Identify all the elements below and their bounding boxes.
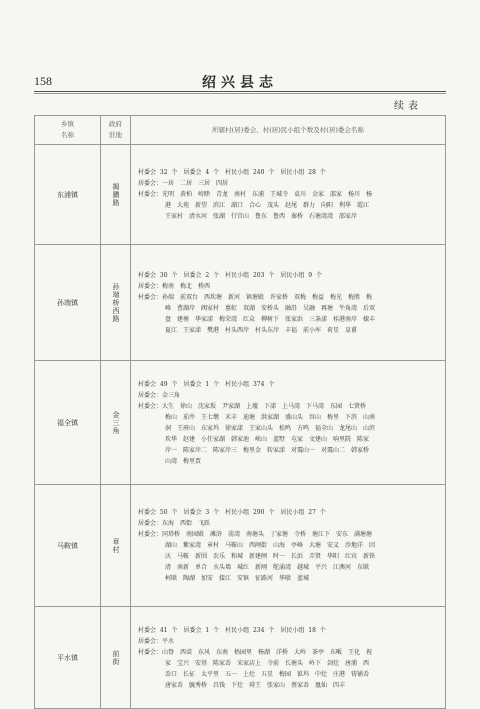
village-line: 村委会：大生 徐山 沈家坂 尹家湖 上墟 下漾 上马湾 下马湾 东园 七贤桥 — [138, 402, 367, 410]
village-line: 唐家岙 毓秀桥 昌钱 下灶 舜王 张家山 蔡家岙 凰仙 四丰 — [165, 681, 346, 689]
township-name: 东浦镇 — [35, 145, 101, 245]
village-line: 盘 建塘 华家漾 梅荣湾 红众 柳树下 张家浜 三条漾 桂港南岸 棣丰 — [165, 315, 376, 323]
village-line: 岙口 长征 太平里 五一 上灶 五星 梅园 锥坞 中灶 庄港 铸铺岙 — [165, 670, 370, 678]
village-line: 清 南新 单合 水头墙 城红 新闸 舵涌湾 越城 平兴 江澳河 东联 — [165, 564, 370, 571]
header-seat-line1: 政府 — [109, 120, 122, 128]
village-line: 村委会：孙端 前双台 西坎塘 新河 镇塘殿 许家桥 双梅 梅益 梅光 梅胜 梅 — [138, 293, 373, 301]
government-seat: 金三角 — [101, 361, 131, 485]
township-name: 福全镇 — [35, 361, 101, 485]
government-seat: 前街 — [101, 607, 131, 709]
continued-label: 续表 — [394, 101, 422, 112]
village-line: 夏江 王家漾 樊港 村头西岸 村头东岸 丰福 前小库 荷星 皇甫 — [165, 326, 358, 334]
header-villages: 所辖村(居)委会、村(居)民小组个数及村(居)委会名称 — [131, 116, 446, 145]
village-list-cell — [131, 361, 446, 485]
village-list-cell — [131, 145, 446, 245]
count-summary: 村委会 30 个 居委会 2 个 村民小组 203 个 居民小组 9 个 — [138, 271, 322, 279]
table-row — [35, 485, 446, 607]
table-row — [35, 607, 446, 709]
book-title: 绍兴县志 — [202, 75, 278, 91]
village-line: 湖山 紫家湾 章村 马鞍山 西闸街 山海 亭峰 大塘 安义 沙地洋 因 — [165, 542, 376, 549]
village-line: 村委会：同塔桥 南园殿 滩浒 荡湾 南塘头 丁家塘 寺桥 塘江下 安东 满塘塘 — [138, 531, 373, 538]
village-line: 居委会：梅南 梅北 桥西 — [138, 282, 211, 290]
village-line: 庆 马鞍 新围 农乐 和城 新建闸 时一 长浜 弄贤 华阳 红宾 新铁 — [165, 553, 376, 560]
village-line: 王家村 清水河 张湖 行宫山 鲁东 鲁西 秦桥 石塘湾湾 邵家岸 — [165, 213, 358, 220]
township-name: 孙端镇 — [35, 245, 101, 361]
header-rule-thin — [34, 93, 446, 94]
header-seat-line2: 驻地 — [109, 131, 122, 139]
village-line: 居委会：平水 — [138, 637, 175, 645]
count-summary: 村委会 32 个 居委会 4 个 村民小组 240 个 居民小组 28 个 — [138, 169, 326, 176]
header-township — [35, 116, 101, 145]
village-line: 坎华 赵建 小任家湖 韩家池 峡山 蓝墅 屯家 文建山 响里院 陈家 — [165, 435, 370, 443]
table-row — [35, 245, 446, 361]
village-line: 居委会：东海 西街 飞跃 — [138, 520, 211, 527]
village-line: 村委会：山脊 西裘 东风 东南 梧园里 杨湖 洋桥 大岭 茶亭 东畈 王化 祝 — [138, 648, 373, 656]
header-rule — [34, 91, 446, 92]
page-number: 158 — [34, 74, 52, 88]
village-list-cell — [131, 485, 446, 607]
township-name: 马鞍镇 — [35, 485, 101, 607]
village-line: 梅山 茄井 王七墩 禾丰 迪塘 洪家湖 盛山头 容山 梅里 下滨 山南 — [165, 413, 376, 421]
government-seat: 孙端桥西路 — [101, 245, 131, 361]
village-line: 柯联 陶湖 加安 接江 安镇 征路河 华联 蓝城 — [165, 575, 310, 582]
government-seat: 揭鹏路 — [101, 145, 131, 245]
village-line: 村委会：光明 黄柏 峙睦 青龙 南村 东浦 王城寺 袁川 金家 邵家 杨川 杨 — [138, 191, 373, 198]
village-line: 峰 曹湖岸 阀家村 墓虹 双湖 安桥头 融沿 吴融 再塘 牛角湾 后双 — [165, 304, 376, 312]
village-list-cell — [131, 607, 446, 709]
header-township-line2: 名称 — [61, 131, 74, 139]
village-list-cell — [131, 245, 446, 361]
village-line: 岸一 陈家岸二 陈家岸三 梅里金 转家漾 对震山一 对震山二 韩家桥 — [165, 446, 370, 454]
village-line: 家 宝兴 安基 陈家岙 宋家店上 寺前 长塘头 岭下 剑灶 唐浦 西 — [165, 659, 370, 667]
count-summary: 村委会 50 个 居委会 3 个 村民小组 290 个 居民小组 27 个 — [138, 509, 326, 516]
table-header-row — [35, 116, 446, 145]
header-township-line1: 乡镇 — [61, 120, 74, 128]
township-table — [34, 115, 446, 709]
government-seat: 章村 — [101, 485, 131, 607]
village-line: 洞 王府山 东家坞 徐家漾 王家山头 松鸣 方鸣 福全山 龙尾山 山滨 — [165, 424, 376, 432]
village-line: 山湾 梅里贾 — [165, 457, 202, 465]
count-summary: 村委会 49 个 居委会 1 个 村民小组 374 个 — [138, 380, 275, 388]
table-row — [35, 361, 446, 485]
township-name: 平水镇 — [35, 607, 101, 709]
header-seat — [101, 116, 131, 145]
count-summary: 村委会 41 个 居委会 1 个 村民小组 234 个 居民小组 18 个 — [138, 626, 326, 634]
table-row — [35, 145, 446, 245]
village-line: 居委会：金三角 — [138, 391, 181, 399]
village-line: 港 大苑 新望 滨江 湖口 合心 茂头 赵尾 群力 向阳 利华 霞江 — [165, 202, 370, 209]
village-line: 居委会：一居 二居 三居 四居 — [138, 180, 229, 187]
